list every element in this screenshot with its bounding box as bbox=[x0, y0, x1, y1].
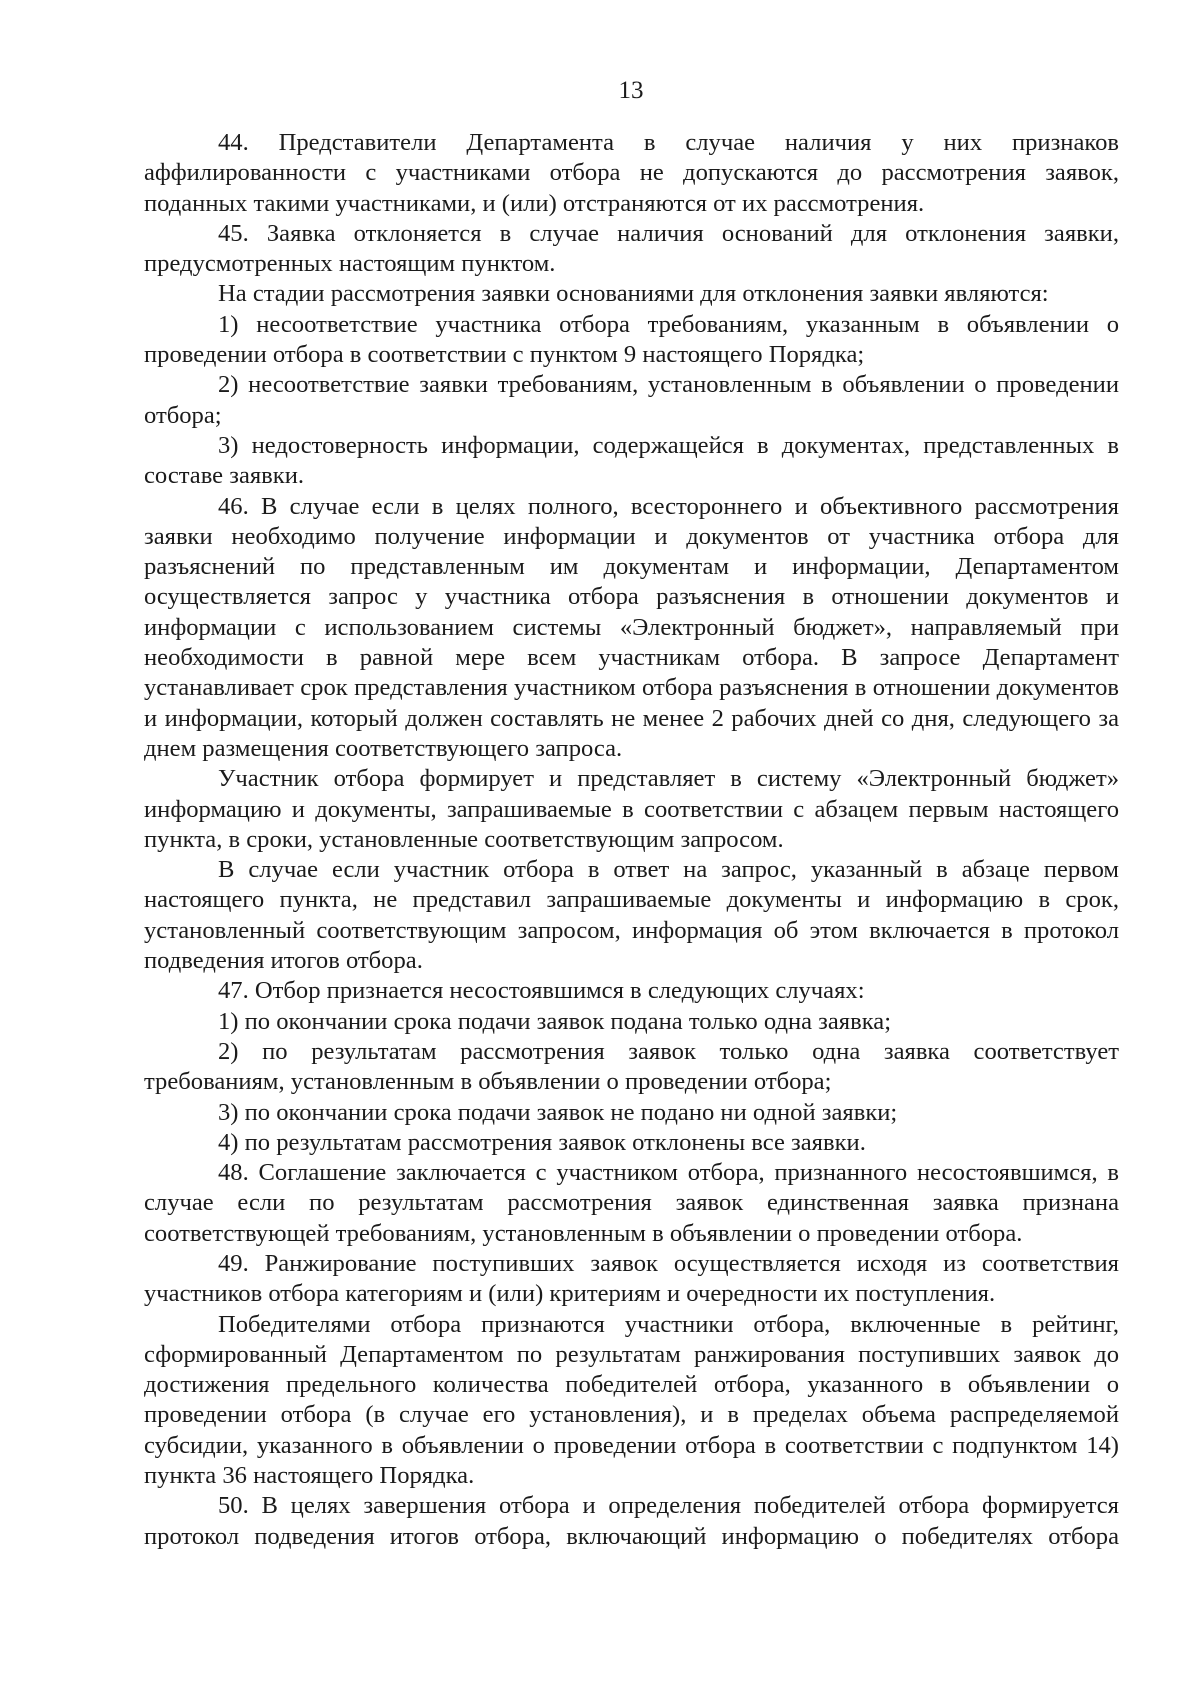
paragraph-46-no-response: В случае если участник отбора в ответ на запрос, указанный в абзаце первом настоящего пункта, не представил запрашиваемые документы и информацию в срок, установленный соответствующим запросом, информация об этом включается в протокол подведения итогов отбора. bbox=[144, 856, 1119, 975]
page-number: 13 bbox=[618, 77, 644, 104]
paragraph-45-grounds-intro: На стадии рассмотрения заявки основаниями для отклонения заявки являются: bbox=[218, 280, 1049, 308]
paragraph-48: 48. Соглашение заключается с участником отбора, признанного несостоявшимся, в случае если по результатам рассмотрения заявок единственная заявка признана соответствующей требованиям, установленным в объявлении о проведении отбора. bbox=[144, 1159, 1119, 1247]
paragraph-45: 45. Заявка отклоняется в случае наличия оснований для отклонения заявки, предусмотренных настоящим пунктом. bbox=[144, 219, 1119, 278]
paragraph-45-item-2: 2) несоответствие заявки требованиям, установленным в объявлении о проведении отбора; bbox=[144, 371, 1119, 429]
paragraph-47-item-4: 4) по результатам рассмотрения заявок отклонены все заявки. bbox=[218, 1128, 866, 1156]
paragraph-49: 49. Ранжирование поступивших заявок осуществляется исходя из соответствия участников отбора категориям и (или) критериям и очередности их поступления. bbox=[144, 1249, 1119, 1308]
paragraph-50: 50. В целях завершения отбора и определения победителей отбора формируется протокол подведения итогов отбора, включающий информацию о победителях отбора bbox=[144, 1492, 1119, 1550]
paragraph-47-item-3: 3) по окончании срока подачи заявок не подано ни одной заявки; bbox=[218, 1098, 898, 1126]
paragraph-46: 46. В случае если в целях полного, всестороннего и объективного рассмотрения заявки необходимо получение информации и документов от участника отбора для разъяснений по представленным им документам и информации, Департаментом осуществляется запрос у участника отбора разъяснения в отношении документов и информации с использованием системы «Электронный бюджет», направляемый при необходимости в равной мере всем участникам отбора. В запросе Департамент устанавливает срок представления участником отбора разъяснения в отношении документов и информации, который должен составлять не менее 2 рабочих дней со дня, следующего за днем размещения соответствующего запроса. bbox=[144, 492, 1119, 762]
paragraph-44: 44. Представители Департамента в случае наличия у них признаков аффилированности с участниками отбора не допускаются до рассмотрения заявок, поданных такими участниками, и (или) отстраняются от их рассмотрения. bbox=[144, 129, 1119, 217]
paragraph-47: 47. Отбор признается несостоявшимся в следующих случаях: bbox=[218, 977, 865, 1005]
paragraph-47-item-1: 1) по окончании срока подачи заявок подана только одна заявка; bbox=[218, 1007, 892, 1035]
paragraph-49-winners: Победителями отбора признаются участники отбора, включенные в рейтинг, сформированный Департаментом по результатам ранжирования поступивших заявок до достижения предельного количества победителей отбора, указанного в объявлении о проведении отбора (в случае его установления), и в пределах объема распределяемой субсидии, указанного в объявлении о проведении отбора в соответствии с подпунктом 14) пункта 36 настоящего Порядка. bbox=[144, 1310, 1119, 1490]
paragraph-45-item-3: 3) недостоверность информации, содержащейся в документах, представленных в составе заявки. bbox=[144, 431, 1119, 490]
paragraph-45-item-1: 1) несоответствие участника отбора требованиям, указанным в объявлении о проведении отбора в соответствии с пунктом 9 настоящего Порядка; bbox=[144, 310, 1119, 369]
paragraph-46-participant-response: Участник отбора формирует и представляет в систему «Электронный бюджет» информацию и документы, запрашиваемые в соответствии с абзацем первым настоящего пункта, в сроки, установленные соответствующим запросом. bbox=[144, 765, 1119, 853]
document-body bbox=[144, 128, 1119, 1552]
paragraph-47-item-2: 2) по результатам рассмотрения заявок только одна заявка соответствует требованиям, установленным в объявлении о проведении отбора; bbox=[144, 1037, 1119, 1096]
